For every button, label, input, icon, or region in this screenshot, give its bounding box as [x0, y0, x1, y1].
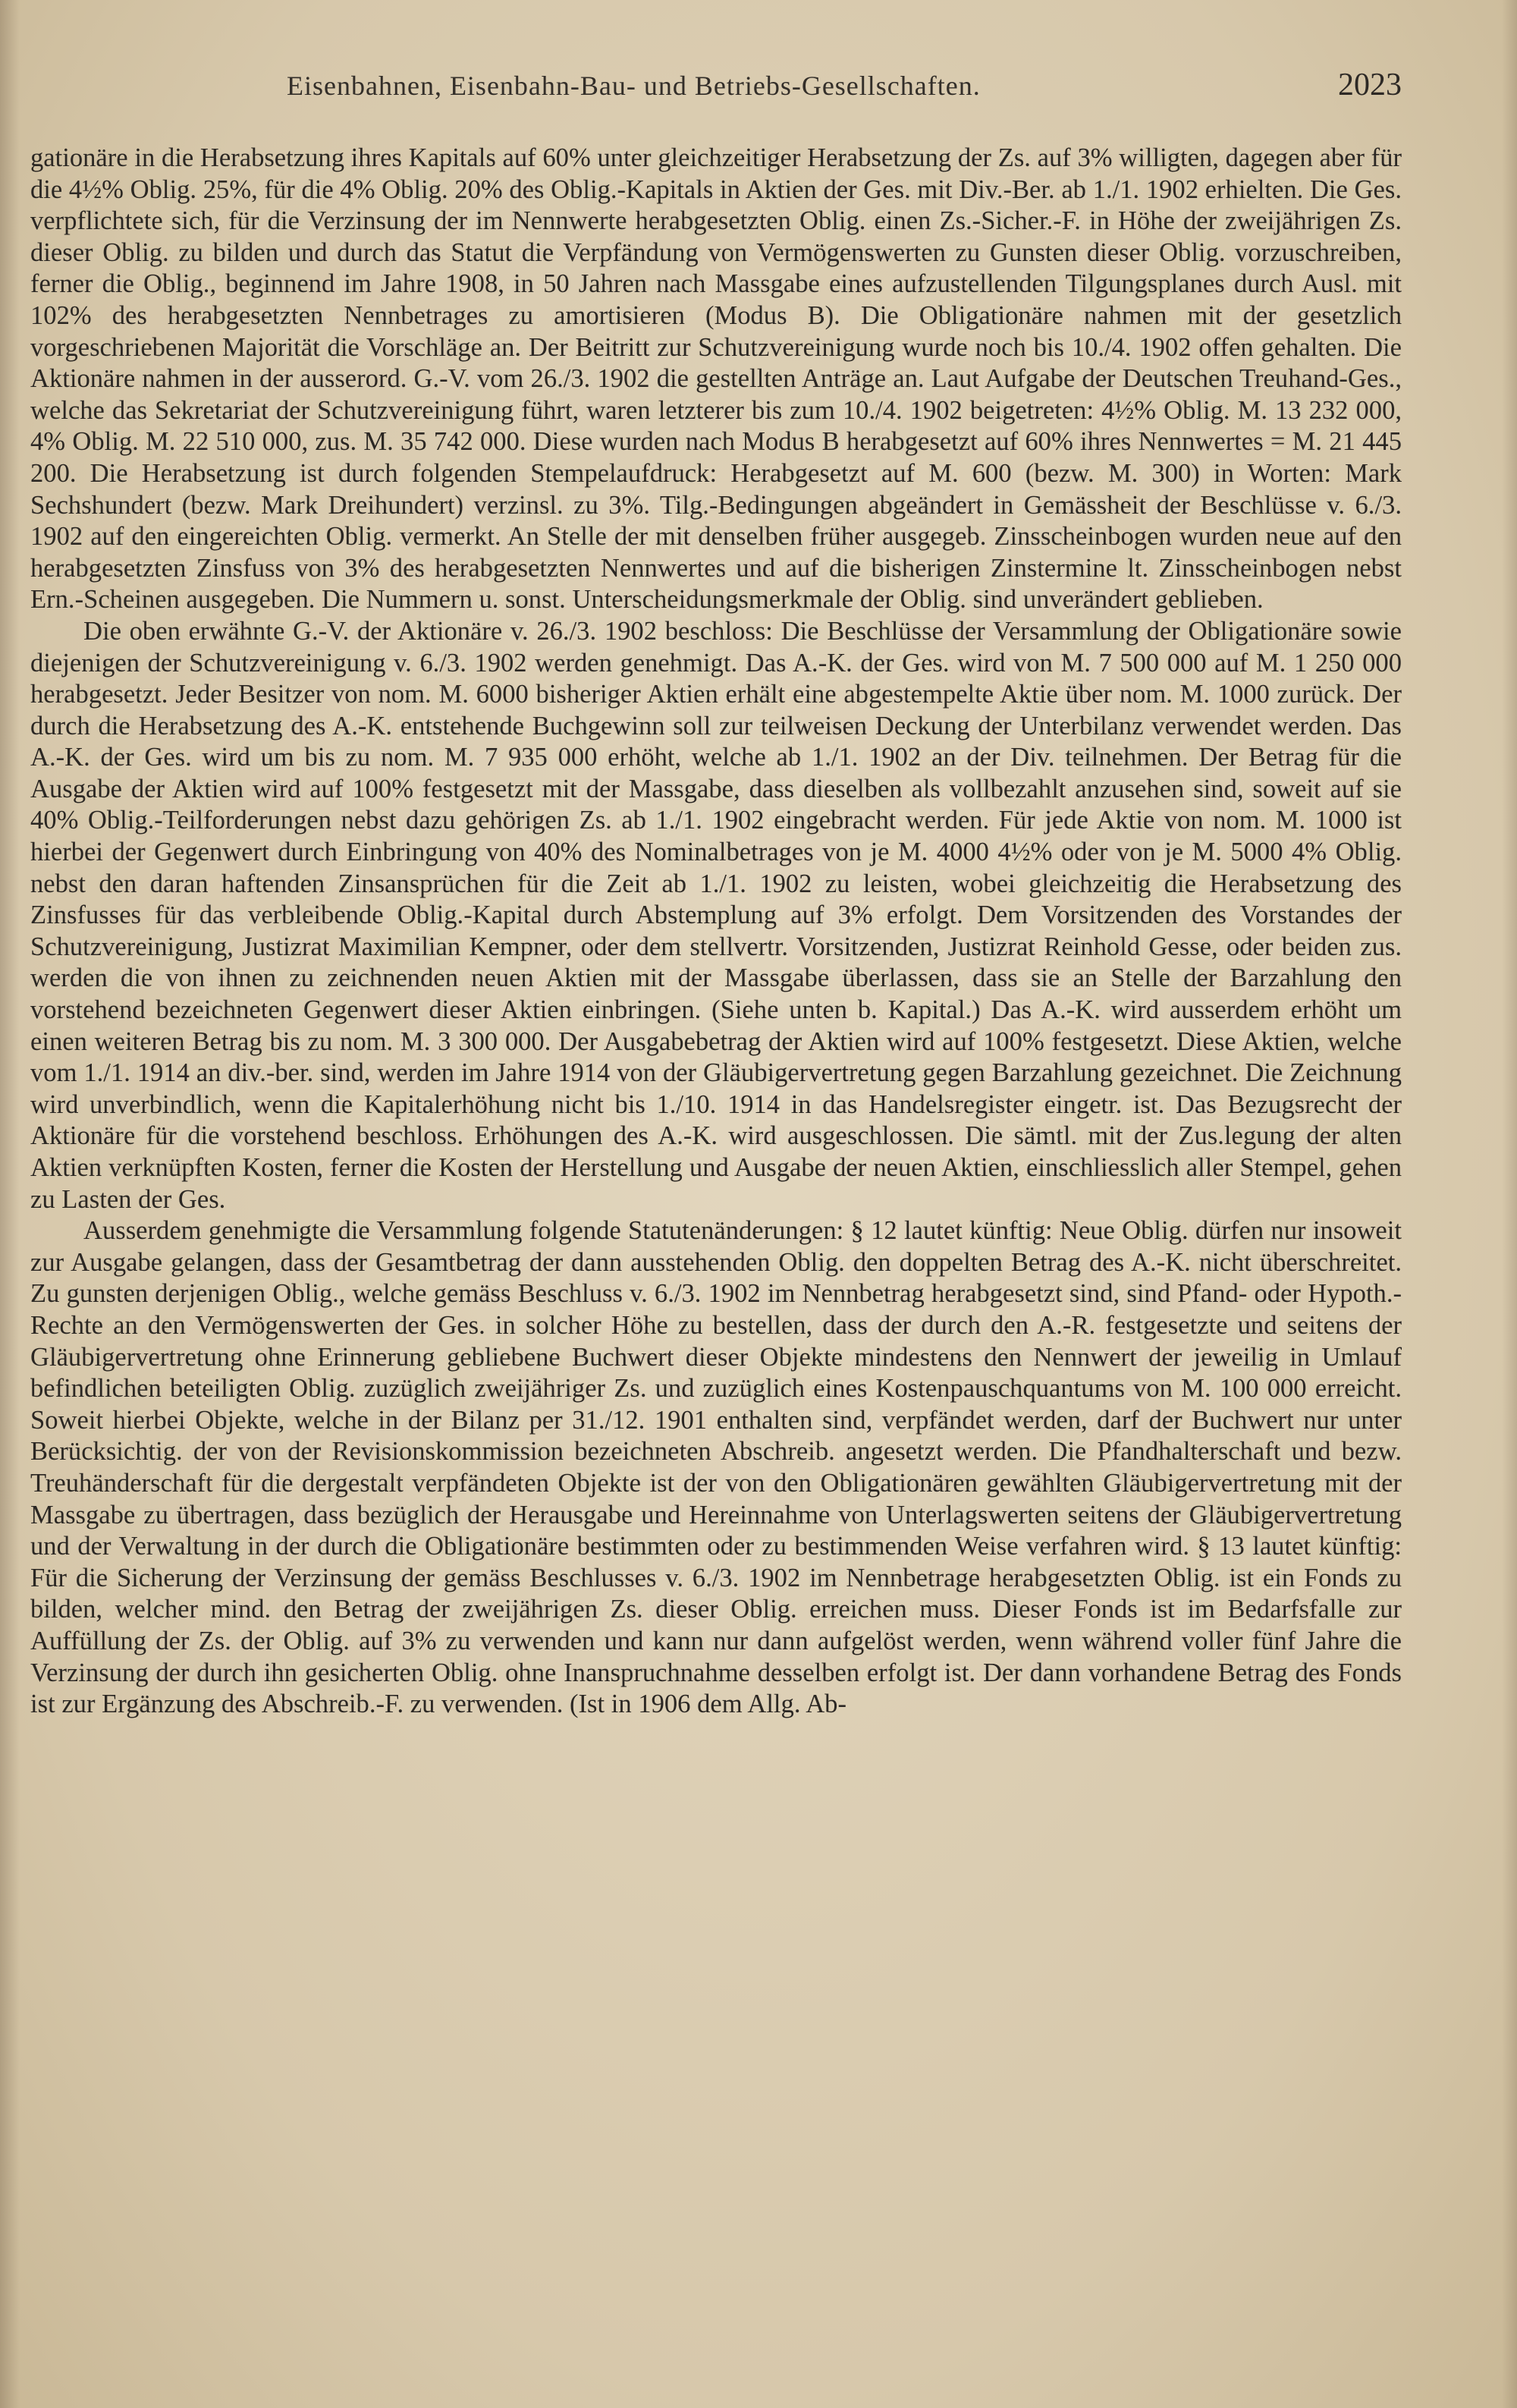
page-number: 2023 — [1338, 68, 1402, 102]
body-text — [30, 143, 1402, 1721]
page-edge-shadow-left — [0, 0, 20, 2408]
paragraph-1: gationäre in die Herabsetzung ihres Kapitals auf 60% unter gleichzeitiger Herabsetzung der Zs. auf 3% willigten, dagegen aber für die 4½% Oblig. 25%, für die 4% Oblig. 20% des Oblig.-Kapitals in Aktien der Ges. mit Div.-Ber. ab 1./1. 1902 erhielten. Die Ges. verpflichtete sich, für die Verzinsung der im Nennwerte herabgesetzten Oblig. einen Zs.-Sicher.-F. in Höhe der zweijährigen Zs. dieser Oblig. zu bilden und durch das Statut die Verpfändung von Vermögenswerten zu Gunsten dieser Oblig. vorzuschreiben, ferner die Oblig., beginnend im Jahre 1908, in 50 Jahren nach Massgabe eines aufzustellenden Tilgungsplanes durch Ausl. mit 102% des herabgesetzten Nennbetrages zu amortisieren (Modus B). Die Obligationäre nahmen mit der gesetzlich vorgeschriebenen Majorität die Vorschläge an. Der Beitritt zur Schutzvereinigung wurde noch bis 10./4. 1902 offen gehalten. Die Aktionäre nahmen in der ausserord. G.-V. vom 26./3. 1902 die gestellten Anträge an. Laut Aufgabe der Deutschen Treuhand-Ges., welche das Sekretariat der Schutzvereinigung führt, waren letzterer bis zum 10./4. 1902 beigetreten: 4½% Oblig. M. 13 232 000, 4% Oblig. M. 22 510 000, zus. M. 35 742 000. Diese wurden nach Modus B herabgesetzt auf 60% ihres Nennwertes = M. 21 445 200. Die Herabsetzung ist durch folgenden Stempelaufdruck: Herabgesetzt auf M. 600 (bezw. M. 300) in Worten: Mark Sechshundert (bezw. Mark Dreihundert) verzinsl. zu 3%. Tilg.-Bedingungen abgeändert in Gemässheit der Beschlüsse v. 6./3. 1902 auf den eingereichten Oblig. vermerkt. An Stelle der mit denselben früher ausgegeb. Zinsscheinbogen wurden neue auf den herabgesetzten Zinsfuss von 3% des herabgesetzten Nennwertes und auf die bisherigen Zinstermine lt. Zinsscheinbogen nebst Ern.-Scheinen ausgegeben. Die Nummern u. sonst. Unterscheidungsmerkmale der Oblig. sind unverändert geblieben. — [30, 143, 1402, 615]
page-edge-shadow-right — [1502, 0, 1517, 2408]
paragraph-3: Ausserdem genehmigte die Versammlung folgende Statutenänderungen: § 12 lautet künftig: Neue Oblig. dürfen nur insoweit zur Ausgabe gelangen, dass der Gesamtbetrag der dann ausstehenden Oblig. den doppelten Betrag des A.-K. nicht überschreitet. Zu gunsten derjenigen Oblig., welche gemäss Beschluss v. 6./3. 1902 im Nennbetrag herabgesetzt sind, sind Pfand- oder Hypoth.-Rechte an den Vermögenswerten der Ges. in solcher Höhe zu bestellen, dass der durch den A.-R. festgesetzte und seitens der Gläubigervertretung ohne Erinnerung gebliebene Buchwert dieser Objekte mindestens den Nennwert der jeweilig in Umlauf befindlichen beteiligten Oblig. zuzüglich zweijähriger Zs. und zuzüglich eines Kostenpauschquantums von M. 100 000 erreicht. Soweit hierbei Objekte, welche in der Bilanz per 31./12. 1901 enthalten sind, verpfändet werden, darf der Buchwert nur unter Berücksichtig. der von der Revisionskommission bezeichneten Abschreib. angesetzt werden. Die Pfandhalterschaft und bezw. Treuhänderschaft für die dergestalt verpfändeten Objekte ist der von den Obligationären gewählten Gläubigervertretung mit der Massgabe zu übertragen, dass bezüglich der Herausgabe und Hereinnahme von Unterlagswerten seitens der Gläubigervertretung und der Verwaltung in der durch die Obligationäre bestimmten oder zu bestimmenden Weise verfahren wird. § 13 lautet künftig: Für die Sicherung der Verzinsung der gemäss Beschlusses v. 6./3. 1902 im Nennbetrage herabgesetzten Oblig. ist ein Fonds zu bilden, welcher mind. den Betrag der zweijährigen Zs. dieser Oblig. erreichen muss. Dieser Fonds ist im Bedarfsfalle zur Auffüllung der Zs. der Oblig. auf 3% zu verwenden und kann nur dann aufgelöst werden, wenn während voller fünf Jahre die Verzinsung der durch ihn gesicherten Oblig. ohne Inanspruchnahme desselben erfolgt ist. Der dann vorhandene Betrag des Fonds ist zur Ergänzung des Abschreib.-F. zu verwenden. (Ist in 1906 dem Allg. Ab- — [30, 1216, 1402, 1719]
paragraph-2: Die oben erwähnte G.-V. der Aktionäre v. 26./3. 1902 beschloss: Die Beschlüsse der Versammlung der Obligationäre sowie diejenigen der Schutzvereinigung v. 6./3. 1902 werden genehmigt. Das A.-K. der Ges. wird von M. 7 500 000 auf M. 1 250 000 herabgesetzt. Jeder Besitzer von nom. M. 6000 bisheriger Aktien erhält eine abgestempelte Aktie über nom. M. 1000 zurück. Der durch die Herabsetzung des A.-K. entstehende Buchgewinn soll zur teilweisen Deckung der Unterbilanz verwendet werden. Das A.-K. der Ges. wird um bis zu nom. M. 7 935 000 erhöht, welche ab 1./1. 1902 an der Div. teilnehmen. Der Betrag für die Ausgabe der Aktien wird auf 100% festgesetzt mit der Massgabe, dass dieselben als vollbezahlt anzusehen sind, soweit auf sie 40% Oblig.-Teilforderungen nebst dazu gehörigen Zs. ab 1./1. 1902 eingebracht werden. Für jede Aktie von nom. M. 1000 ist hierbei der Gegenwert durch Einbringung von 40% des Nominalbetrages von je M. 4000 4½% oder von je M. 5000 4% Oblig. nebst den daran haftenden Zinsansprüchen für die Zeit ab 1./1. 1902 zu leisten, wobei gleichzeitig die Herabsetzung des Zinsfusses für das verbleibende Oblig.-Kapital durch Abstemplung auf 3% erfolgt. Dem Vorsitzenden des Vorstandes der Schutzvereinigung, Justizrat Maximilian Kempner, oder dem stellvertr. Vorsitzenden, Justizrat Reinhold Gesse, oder beiden zus. werden die von ihnen zu zeichnenden neuen Aktien mit der Massgabe überlassen, dass sie an Stelle der Barzahlung den vorstehend bezeichneten Gegenwert dieser Aktien einbringen. (Siehe unten b. Kapital.) Das A.-K. wird ausserdem erhöht um einen weiteren Betrag bis zu nom. M. 3 300 000. Der Ausgabebetrag der Aktien wird auf 100% festgesetzt. Diese Aktien, welche vom 1./1. 1914 an div.-ber. sind, werden im Jahre 1914 von der Gläubigervertretung gegen Barzahlung gezeichnet. Die Zeichnung wird unverbindlich, wenn die Kapitalerhöhung nicht bis 1./10. 1914 in das Handelsregister eingetr. ist. Das Bezugsrecht der Aktionäre für die vorstehend beschloss. Erhöhungen des A.-K. wird ausgeschlossen. Die sämtl. mit der Zus.legung der alten Aktien verknüpften Kosten, ferner die Kosten der Herstellung und Ausgabe der neuen Aktien, einschliesslich aller Stempel, gehen zu Lasten der Ges. — [30, 616, 1402, 1214]
page-header — [90, 67, 1402, 112]
running-head: Eisenbahnen, Eisenbahn-Bau- und Betriebs-Gesellschaften. — [287, 71, 981, 101]
